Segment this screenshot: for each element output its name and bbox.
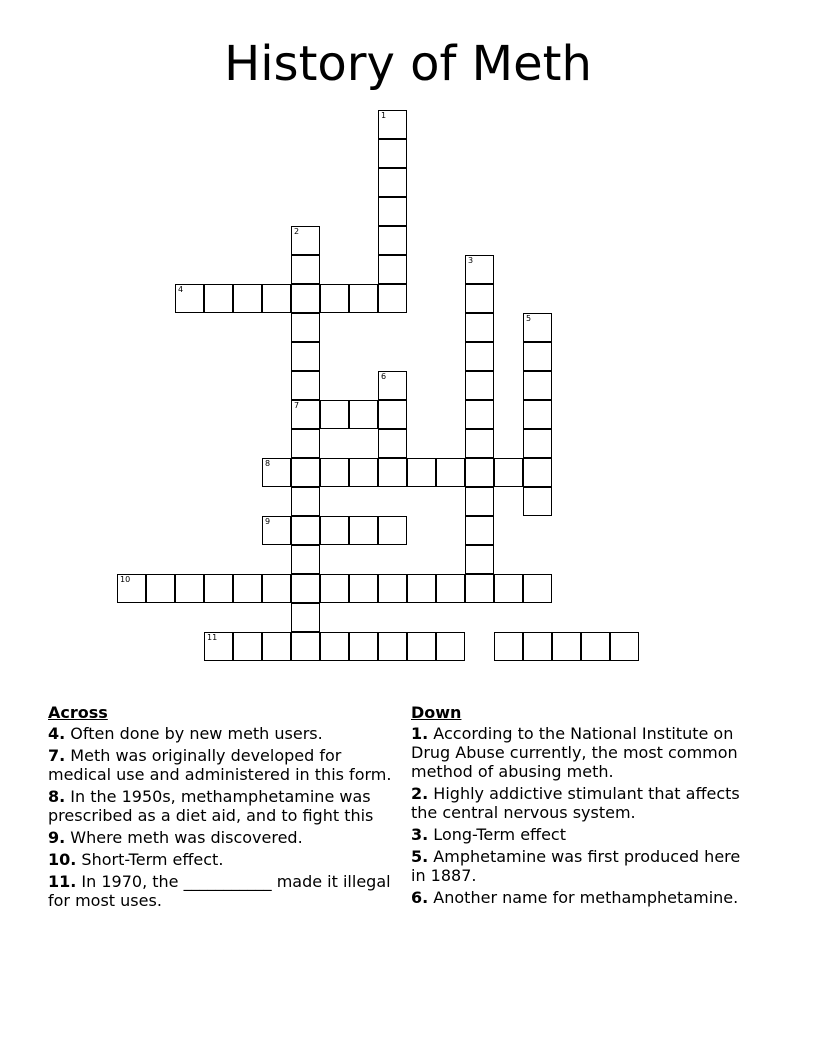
- grid-cell[interactable]: [291, 603, 320, 632]
- grid-cell[interactable]: [494, 458, 523, 487]
- grid-cell[interactable]: [291, 313, 320, 342]
- grid-cell[interactable]: [378, 197, 407, 226]
- grid-cell[interactable]: [523, 487, 552, 516]
- grid-cell[interactable]: [523, 632, 552, 661]
- grid-cell[interactable]: [465, 400, 494, 429]
- grid-cell[interactable]: [465, 255, 494, 284]
- down-clue: [411, 784, 756, 822]
- grid-cell[interactable]: [291, 226, 320, 255]
- down-clue: [411, 847, 756, 885]
- grid-cell[interactable]: [523, 313, 552, 342]
- clue-text: Highly addictive stimulant that affects the central nervous system.: [411, 784, 740, 822]
- grid-cell[interactable]: [291, 255, 320, 284]
- grid-cell[interactable]: [320, 574, 349, 603]
- grid-cell[interactable]: [349, 458, 378, 487]
- grid-cell[interactable]: [349, 516, 378, 545]
- grid-cell[interactable]: [320, 400, 349, 429]
- clue-number: 10.: [48, 850, 77, 869]
- grid-cell[interactable]: [378, 284, 407, 313]
- grid-cell[interactable]: [465, 574, 494, 603]
- clue-number-label: 6: [381, 372, 387, 381]
- clue-text: Often done by new meth users.: [65, 724, 323, 743]
- clue-number: 9.: [48, 828, 66, 847]
- grid-cell[interactable]: [465, 371, 494, 400]
- clue-number: 3.: [411, 825, 429, 844]
- grid-cell[interactable]: [291, 487, 320, 516]
- grid-cell[interactable]: [320, 458, 349, 487]
- grid-cell[interactable]: [320, 632, 349, 661]
- grid-cell[interactable]: [262, 458, 291, 487]
- grid-cell[interactable]: [291, 632, 320, 661]
- grid-cell[interactable]: [233, 284, 262, 313]
- grid-cell[interactable]: [175, 284, 204, 313]
- grid-cell[interactable]: [291, 458, 320, 487]
- clue-text: Short-Term effect.: [76, 850, 224, 869]
- grid-cell[interactable]: [465, 342, 494, 371]
- grid-cell[interactable]: [291, 545, 320, 574]
- grid-cell[interactable]: [465, 429, 494, 458]
- grid-cell[interactable]: [465, 545, 494, 574]
- grid-cell[interactable]: [465, 313, 494, 342]
- clue-text: According to the National Institute on Drug Abuse currently, the most common method of abusing meth.: [411, 724, 738, 781]
- across-clue: [48, 828, 393, 847]
- grid-cell[interactable]: [233, 632, 262, 661]
- across-clues: [48, 703, 393, 913]
- across-clue: [48, 787, 393, 825]
- clue-text: Meth was originally developed for medical use and administered in this form.: [48, 746, 392, 784]
- clue-number: 8.: [48, 787, 66, 806]
- grid-cell[interactable]: [233, 574, 262, 603]
- grid-cell[interactable]: [349, 400, 378, 429]
- clue-number-label: 10: [120, 575, 131, 584]
- clue-number: 5.: [411, 847, 429, 866]
- clue-number-label: 4: [178, 285, 184, 294]
- clue-text: Where meth was discovered.: [65, 828, 303, 847]
- grid-cell[interactable]: [523, 574, 552, 603]
- grid-cell[interactable]: [436, 458, 465, 487]
- grid-cell[interactable]: [378, 110, 407, 139]
- grid-cell[interactable]: [117, 574, 146, 603]
- clue-text: Amphetamine was first produced here in 1887.: [411, 847, 741, 885]
- across-clue: [48, 746, 393, 784]
- across-heading: Across: [48, 703, 108, 722]
- grid-cell[interactable]: [291, 516, 320, 545]
- grid-cell[interactable]: [523, 429, 552, 458]
- down-clues: [411, 703, 756, 910]
- clue-number-label: 9: [265, 517, 271, 526]
- grid-cell[interactable]: [407, 632, 436, 661]
- clue-number: 7.: [48, 746, 66, 765]
- clue-number: 1.: [411, 724, 429, 743]
- grid-cell[interactable]: [204, 632, 233, 661]
- grid-cell[interactable]: [407, 574, 436, 603]
- grid-cell[interactable]: [378, 371, 407, 400]
- grid-cell[interactable]: [262, 574, 291, 603]
- grid-cell[interactable]: [378, 168, 407, 197]
- clue-number: 6.: [411, 888, 429, 907]
- grid-cell[interactable]: [465, 284, 494, 313]
- grid-cell[interactable]: [523, 342, 552, 371]
- grid-cell[interactable]: [291, 284, 320, 313]
- grid-cell[interactable]: [378, 516, 407, 545]
- grid-cell[interactable]: [175, 574, 204, 603]
- grid-cell[interactable]: [291, 371, 320, 400]
- grid-cell[interactable]: [436, 632, 465, 661]
- across-clue: [48, 850, 393, 869]
- grid-cell[interactable]: [291, 574, 320, 603]
- grid-cell[interactable]: [378, 400, 407, 429]
- grid-cell[interactable]: [465, 487, 494, 516]
- grid-cell[interactable]: [262, 284, 291, 313]
- clue-number-label: 2: [294, 227, 300, 236]
- grid-cell[interactable]: [291, 400, 320, 429]
- grid-cell[interactable]: [378, 429, 407, 458]
- clue-number-label: 7: [294, 401, 300, 410]
- down-heading: Down: [411, 703, 462, 722]
- clue-number: 11.: [48, 872, 77, 891]
- clue-number-label: 5: [526, 314, 532, 323]
- grid-cell[interactable]: [378, 255, 407, 284]
- grid-cell[interactable]: [581, 632, 610, 661]
- grid-cell[interactable]: [349, 284, 378, 313]
- grid-cell[interactable]: [465, 516, 494, 545]
- clue-number-label: 1: [381, 111, 387, 120]
- grid-cell[interactable]: [494, 574, 523, 603]
- grid-cell[interactable]: [204, 574, 233, 603]
- clue-number-label: 8: [265, 459, 271, 468]
- grid-cell[interactable]: [146, 574, 175, 603]
- grid-cell[interactable]: [291, 342, 320, 371]
- grid-cell[interactable]: [378, 632, 407, 661]
- clue-text: In 1970, the ___________ made it illegal for most uses.: [48, 872, 391, 910]
- across-clue: [48, 724, 393, 743]
- grid-cell[interactable]: [320, 284, 349, 313]
- grid-cell[interactable]: [291, 429, 320, 458]
- grid-cell[interactable]: [523, 371, 552, 400]
- clue-text: In the 1950s, methamphetamine was prescribed as a diet aid, and to fight this: [48, 787, 374, 825]
- grid-cell[interactable]: [204, 284, 233, 313]
- grid-cell[interactable]: [436, 574, 465, 603]
- clue-text: Another name for methamphetamine.: [428, 888, 739, 907]
- grid-cell[interactable]: [378, 226, 407, 255]
- grid-cell[interactable]: [378, 458, 407, 487]
- grid-cell[interactable]: [523, 458, 552, 487]
- grid-cell[interactable]: [349, 574, 378, 603]
- clue-number: 4.: [48, 724, 66, 743]
- down-clue: [411, 825, 756, 844]
- grid-cell[interactable]: [610, 632, 639, 661]
- grid-cell[interactable]: [262, 516, 291, 545]
- grid-cell[interactable]: [378, 139, 407, 168]
- down-clue: [411, 888, 756, 907]
- grid-cell[interactable]: [378, 574, 407, 603]
- clue-text: Long-Term effect: [428, 825, 566, 844]
- clue-number: 2.: [411, 784, 429, 803]
- grid-cell[interactable]: [523, 400, 552, 429]
- puzzle-title: History of Meth: [224, 36, 592, 92]
- across-clue: [48, 872, 393, 910]
- grid-cell[interactable]: [552, 632, 581, 661]
- grid-cell[interactable]: [262, 632, 291, 661]
- grid-cell[interactable]: [320, 516, 349, 545]
- grid-cell[interactable]: [349, 632, 378, 661]
- grid-cell[interactable]: [465, 458, 494, 487]
- down-clue: [411, 724, 756, 781]
- clue-number-label: 3: [468, 256, 474, 265]
- clue-number-label: 11: [207, 633, 218, 642]
- grid-cell[interactable]: [407, 458, 436, 487]
- grid-cell[interactable]: [494, 632, 523, 661]
